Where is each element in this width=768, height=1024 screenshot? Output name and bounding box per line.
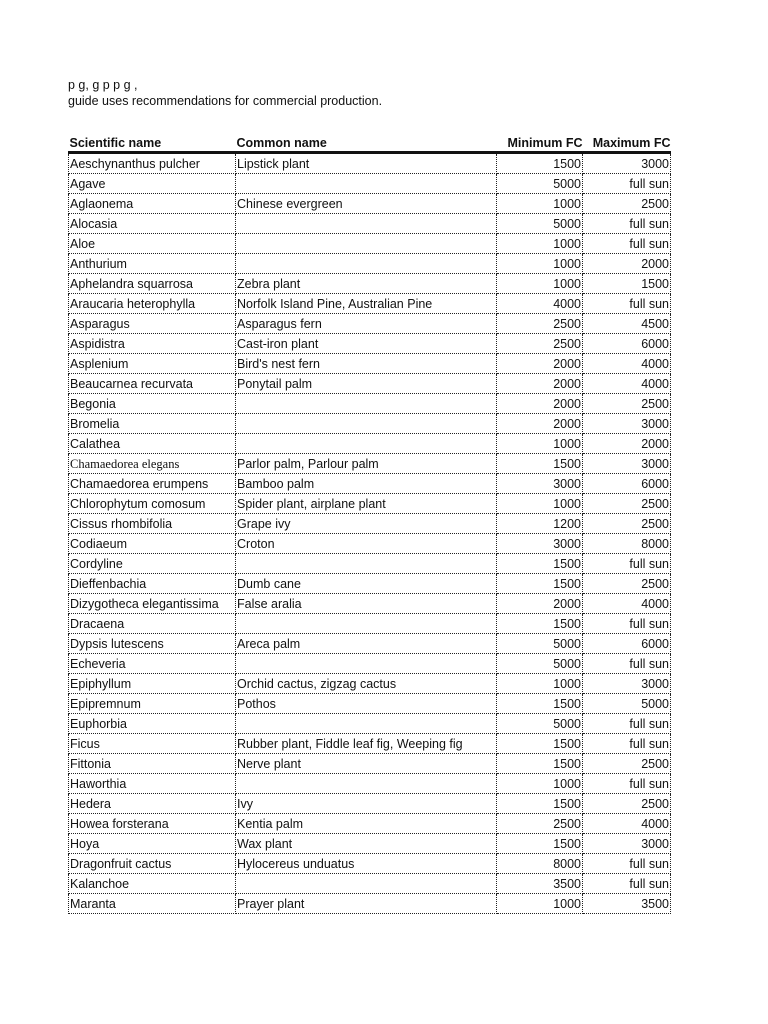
- minimum-fc-cell: 2500: [497, 814, 583, 834]
- table-row: [69, 494, 671, 514]
- common-name-cell: [236, 234, 497, 254]
- scientific-name-cell: Asparagus: [69, 314, 236, 334]
- maximum-fc-cell: full sun: [583, 234, 671, 254]
- scientific-name-cell: Asplenium: [69, 354, 236, 374]
- minimum-fc-cell: 2000: [497, 394, 583, 414]
- intro-partial-line-text: p g, g p p g ,: [68, 80, 138, 92]
- table-row: [69, 314, 671, 334]
- common-name-cell: Orchid cactus, zigzag cactus: [236, 674, 497, 694]
- common-name-cell: Hylocereus unduatus: [236, 854, 497, 874]
- table-row: [69, 654, 671, 674]
- maximum-fc-cell: 4500: [583, 314, 671, 334]
- maximum-fc-cell: 2500: [583, 514, 671, 534]
- maximum-fc-cell: 2500: [583, 794, 671, 814]
- scientific-name-cell: Aphelandra squarrosa: [69, 274, 236, 294]
- maximum-fc-cell: full sun: [583, 714, 671, 734]
- table-header-row: [69, 134, 671, 153]
- minimum-fc-cell: 1500: [497, 574, 583, 594]
- header-maximum-fc: Maximum FC: [583, 134, 671, 153]
- maximum-fc-cell: 6000: [583, 634, 671, 654]
- maximum-fc-cell: full sun: [583, 874, 671, 894]
- common-name-cell: Areca palm: [236, 634, 497, 654]
- minimum-fc-cell: 1500: [497, 794, 583, 814]
- common-name-cell: [236, 174, 497, 194]
- scientific-name-cell: Dieffenbachia: [69, 574, 236, 594]
- common-name-cell: Rubber plant, Fiddle leaf fig, Weeping fig: [236, 734, 497, 754]
- maximum-fc-cell: 1500: [583, 274, 671, 294]
- common-name-cell: Nerve plant: [236, 754, 497, 774]
- scientific-name-cell: Haworthia: [69, 774, 236, 794]
- minimum-fc-cell: 2000: [497, 374, 583, 394]
- maximum-fc-cell: full sun: [583, 774, 671, 794]
- minimum-fc-cell: 2000: [497, 354, 583, 374]
- minimum-fc-cell: 1000: [497, 194, 583, 214]
- common-name-cell: Chinese evergreen: [236, 194, 497, 214]
- common-name-cell: Kentia palm: [236, 814, 497, 834]
- common-name-cell: Lipstick plant: [236, 153, 497, 174]
- maximum-fc-cell: full sun: [583, 614, 671, 634]
- minimum-fc-cell: 3000: [497, 534, 583, 554]
- maximum-fc-cell: full sun: [583, 734, 671, 754]
- header-minimum-fc: Minimum FC: [497, 134, 583, 153]
- scientific-name-cell: Dizygotheca elegantissima: [69, 594, 236, 614]
- maximum-fc-cell: 2500: [583, 574, 671, 594]
- scientific-name-cell: Aloe: [69, 234, 236, 254]
- intro-partial-line: [68, 80, 688, 93]
- scientific-name-cell: Anthurium: [69, 254, 236, 274]
- scientific-name-cell: Kalanchoe: [69, 874, 236, 894]
- minimum-fc-cell: 4000: [497, 294, 583, 314]
- maximum-fc-cell: full sun: [583, 554, 671, 574]
- common-name-cell: Prayer plant: [236, 894, 497, 914]
- maximum-fc-cell: 3000: [583, 454, 671, 474]
- common-name-cell: Zebra plant: [236, 274, 497, 294]
- maximum-fc-cell: full sun: [583, 294, 671, 314]
- minimum-fc-cell: 1000: [497, 254, 583, 274]
- common-name-cell: [236, 774, 497, 794]
- table-row: [69, 814, 671, 834]
- scientific-name-cell: Agave: [69, 174, 236, 194]
- table-row: [69, 294, 671, 314]
- table-row: [69, 354, 671, 374]
- maximum-fc-cell: 4000: [583, 594, 671, 614]
- minimum-fc-cell: 1000: [497, 674, 583, 694]
- minimum-fc-cell: 1000: [497, 274, 583, 294]
- table-row: [69, 274, 671, 294]
- scientific-name-cell: Begonia: [69, 394, 236, 414]
- minimum-fc-cell: 1500: [497, 153, 583, 174]
- table-row: [69, 674, 671, 694]
- common-name-cell: Bamboo palm: [236, 474, 497, 494]
- common-name-cell: [236, 214, 497, 234]
- table-row: [69, 694, 671, 714]
- scientific-name-cell: Aeschynanthus pulcher: [69, 153, 236, 174]
- common-name-cell: [236, 254, 497, 274]
- common-name-cell: [236, 394, 497, 414]
- maximum-fc-cell: 4000: [583, 814, 671, 834]
- table-row: [69, 254, 671, 274]
- table-row: [69, 714, 671, 734]
- minimum-fc-cell: 3500: [497, 874, 583, 894]
- maximum-fc-cell: full sun: [583, 214, 671, 234]
- scientific-name-cell: Chlorophytum comosum: [69, 494, 236, 514]
- table-row: [69, 194, 671, 214]
- common-name-cell: [236, 414, 497, 434]
- maximum-fc-cell: 2500: [583, 494, 671, 514]
- common-name-cell: Croton: [236, 534, 497, 554]
- table-row: [69, 874, 671, 894]
- scientific-name-cell: Aglaonema: [69, 194, 236, 214]
- table-row: [69, 534, 671, 554]
- common-name-cell: [236, 654, 497, 674]
- scientific-name-cell: Dypsis lutescens: [69, 634, 236, 654]
- header-scientific-name: Scientific name: [69, 134, 236, 153]
- table-row: [69, 574, 671, 594]
- maximum-fc-cell: 3000: [583, 674, 671, 694]
- minimum-fc-cell: 2000: [497, 594, 583, 614]
- table-row: [69, 554, 671, 574]
- minimum-fc-cell: 5000: [497, 174, 583, 194]
- intro-text: [68, 80, 688, 109]
- minimum-fc-cell: 1000: [497, 234, 583, 254]
- common-name-cell: [236, 434, 497, 454]
- maximum-fc-cell: 2500: [583, 754, 671, 774]
- table-row: [69, 854, 671, 874]
- common-name-cell: [236, 714, 497, 734]
- maximum-fc-cell: 3000: [583, 153, 671, 174]
- table-row: [69, 474, 671, 494]
- common-name-cell: Grape ivy: [236, 514, 497, 534]
- table-body: [69, 153, 671, 914]
- table-row: [69, 153, 671, 174]
- minimum-fc-cell: 1500: [497, 734, 583, 754]
- common-name-cell: False aralia: [236, 594, 497, 614]
- table-row: [69, 614, 671, 634]
- common-name-cell: [236, 554, 497, 574]
- common-name-cell: [236, 614, 497, 634]
- scientific-name-cell: Euphorbia: [69, 714, 236, 734]
- maximum-fc-cell: 4000: [583, 374, 671, 394]
- scientific-name-cell: Cissus rhombifolia: [69, 514, 236, 534]
- scientific-name-cell: Alocasia: [69, 214, 236, 234]
- table-row: [69, 414, 671, 434]
- maximum-fc-cell: 2500: [583, 194, 671, 214]
- scientific-name-cell: Epiphyllum: [69, 674, 236, 694]
- table-row: [69, 374, 671, 394]
- table-row: [69, 214, 671, 234]
- common-name-cell: Spider plant, airplane plant: [236, 494, 497, 514]
- table-row: [69, 174, 671, 194]
- scientific-name-cell: Bromelia: [69, 414, 236, 434]
- maximum-fc-cell: 2000: [583, 434, 671, 454]
- header-common-name: Common name: [236, 134, 497, 153]
- scientific-name-cell: Calathea: [69, 434, 236, 454]
- common-name-cell: Ponytail palm: [236, 374, 497, 394]
- scientific-name-cell: Cordyline: [69, 554, 236, 574]
- minimum-fc-cell: 1500: [497, 754, 583, 774]
- scientific-name-cell: Maranta: [69, 894, 236, 914]
- common-name-cell: Ivy: [236, 794, 497, 814]
- maximum-fc-cell: 6000: [583, 474, 671, 494]
- maximum-fc-cell: full sun: [583, 654, 671, 674]
- scientific-name-cell: Hoya: [69, 834, 236, 854]
- common-name-cell: Dumb cane: [236, 574, 497, 594]
- minimum-fc-cell: 2500: [497, 314, 583, 334]
- table-row: [69, 434, 671, 454]
- scientific-name-cell: Epipremnum: [69, 694, 236, 714]
- scientific-name-cell: Howea forsterana: [69, 814, 236, 834]
- light-requirements-table: [68, 134, 671, 914]
- minimum-fc-cell: 1500: [497, 454, 583, 474]
- common-name-cell: Bird's nest fern: [236, 354, 497, 374]
- common-name-cell: Cast-iron plant: [236, 334, 497, 354]
- minimum-fc-cell: 5000: [497, 634, 583, 654]
- common-name-cell: [236, 874, 497, 894]
- scientific-name-cell: Fittonia: [69, 754, 236, 774]
- minimum-fc-cell: 2500: [497, 334, 583, 354]
- maximum-fc-cell: 3000: [583, 414, 671, 434]
- scientific-name-cell: Hedera: [69, 794, 236, 814]
- minimum-fc-cell: 1000: [497, 894, 583, 914]
- scientific-name-cell: Codiaeum: [69, 534, 236, 554]
- maximum-fc-cell: 3500: [583, 894, 671, 914]
- table-row: [69, 634, 671, 654]
- table-row: [69, 334, 671, 354]
- table-row: [69, 734, 671, 754]
- maximum-fc-cell: 3000: [583, 834, 671, 854]
- common-name-cell: Parlor palm, Parlour palm: [236, 454, 497, 474]
- minimum-fc-cell: 1500: [497, 834, 583, 854]
- scientific-name-cell: Dragonfruit cactus: [69, 854, 236, 874]
- table-row: [69, 394, 671, 414]
- common-name-cell: Pothos: [236, 694, 497, 714]
- minimum-fc-cell: 1000: [497, 494, 583, 514]
- minimum-fc-cell: 1200: [497, 514, 583, 534]
- maximum-fc-cell: 4000: [583, 354, 671, 374]
- minimum-fc-cell: 5000: [497, 654, 583, 674]
- scientific-name-cell: Dracaena: [69, 614, 236, 634]
- scientific-name-cell: Aspidistra: [69, 334, 236, 354]
- common-name-cell: Asparagus fern: [236, 314, 497, 334]
- table-row: [69, 754, 671, 774]
- maximum-fc-cell: 5000: [583, 694, 671, 714]
- minimum-fc-cell: 3000: [497, 474, 583, 494]
- intro-line: guide uses recommendations for commercial production.: [68, 94, 383, 108]
- table-row: [69, 454, 671, 474]
- minimum-fc-cell: 5000: [497, 214, 583, 234]
- table-row: [69, 794, 671, 814]
- scientific-name-cell: Araucaria heterophylla: [69, 294, 236, 314]
- maximum-fc-cell: full sun: [583, 854, 671, 874]
- scientific-name-cell: Chamaedorea elegans: [69, 454, 236, 474]
- minimum-fc-cell: 2000: [497, 414, 583, 434]
- scientific-name-cell: Beaucarnea recurvata: [69, 374, 236, 394]
- minimum-fc-cell: 1000: [497, 774, 583, 794]
- minimum-fc-cell: 1500: [497, 554, 583, 574]
- minimum-fc-cell: 8000: [497, 854, 583, 874]
- maximum-fc-cell: 6000: [583, 334, 671, 354]
- table-row: [69, 894, 671, 914]
- scientific-name-cell: Chamaedorea erumpens: [69, 474, 236, 494]
- maximum-fc-cell: 2500: [583, 394, 671, 414]
- maximum-fc-cell: 2000: [583, 254, 671, 274]
- common-name-cell: Norfolk Island Pine, Australian Pine: [236, 294, 497, 314]
- minimum-fc-cell: 5000: [497, 714, 583, 734]
- minimum-fc-cell: 1500: [497, 694, 583, 714]
- minimum-fc-cell: 1000: [497, 434, 583, 454]
- table-row: [69, 594, 671, 614]
- table-row: [69, 514, 671, 534]
- scientific-name-cell: Ficus: [69, 734, 236, 754]
- table-row: [69, 774, 671, 794]
- common-name-cell: Wax plant: [236, 834, 497, 854]
- scientific-name-cell: Echeveria: [69, 654, 236, 674]
- table-row: [69, 834, 671, 854]
- maximum-fc-cell: 8000: [583, 534, 671, 554]
- minimum-fc-cell: 1500: [497, 614, 583, 634]
- maximum-fc-cell: full sun: [583, 174, 671, 194]
- table-row: [69, 234, 671, 254]
